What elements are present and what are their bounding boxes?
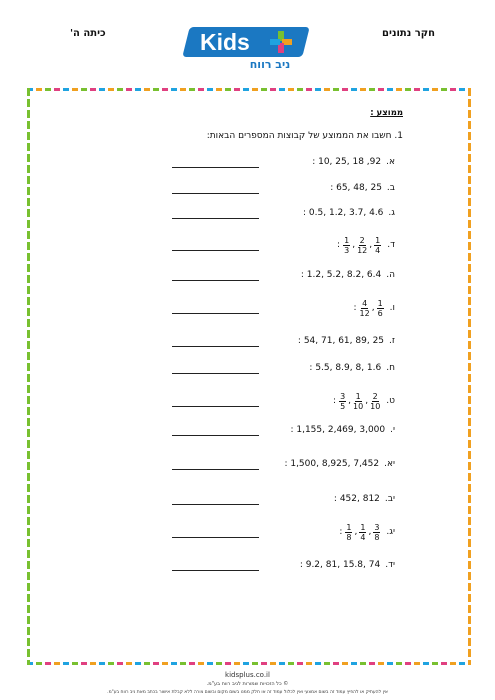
exercise-item — [309, 356, 395, 380]
answer-line[interactable] — [172, 570, 259, 571]
colon: : — [333, 396, 337, 406]
fraction — [373, 523, 380, 542]
exercise-item — [290, 418, 395, 442]
comma: , — [352, 240, 356, 250]
denominator: 6 — [377, 308, 383, 318]
denominator: 5 — [340, 401, 346, 411]
answer-line[interactable] — [172, 406, 259, 407]
exercise-label: יג. — [386, 527, 395, 537]
number-set: 1.6 ,8 ,8.9 ,5.5 : — [309, 363, 382, 373]
denominator: 8 — [374, 532, 380, 542]
numerator: 3 — [374, 522, 380, 532]
footer-notice: אין להעתיק או להפיץ עמוד זה בשום אמצעי ואין לכלול עמוד זה או חלק ממנו בשום מקום ובשום צורה ללא קבלת אישור בכתב מאת ניב רווח בע"מ. — [107, 690, 388, 695]
exercise-label: י. — [390, 425, 395, 435]
fraction — [357, 236, 367, 255]
number-set: 92, 18 ,25 ,10 : — [312, 157, 382, 167]
fraction — [370, 392, 380, 411]
comma: , — [369, 240, 373, 250]
fraction — [345, 523, 352, 542]
subject-label: חקר נתונים — [382, 28, 435, 39]
exercise-item — [301, 263, 395, 287]
number-set: 25 ,89 ,61 ,71 ,54 : — [297, 336, 385, 346]
exercise-item — [312, 150, 395, 174]
denominator: 10 — [370, 401, 381, 411]
fraction-set — [333, 392, 381, 411]
numerator: 1 — [375, 235, 381, 245]
answer-line[interactable] — [172, 346, 259, 347]
footer-copyright: © כל הזכויות שמורות לניב רווח בע"מ. — [206, 681, 289, 687]
exercise-item — [339, 520, 395, 544]
numerator: 1 — [355, 391, 361, 401]
answer-line[interactable] — [172, 313, 259, 314]
exercise-item — [300, 553, 395, 577]
exercise-item — [298, 329, 395, 353]
numerator: 2 — [359, 235, 365, 245]
colon: : — [353, 303, 357, 313]
numerator: 1 — [377, 298, 383, 308]
exercise-label: ה. — [386, 270, 395, 280]
fraction — [374, 236, 381, 255]
answer-line[interactable] — [172, 373, 259, 374]
number-set: 74 ,15.8 ,81 ,9.2 : — [299, 560, 381, 570]
answer-line[interactable] — [172, 537, 259, 538]
fraction-set — [339, 523, 381, 542]
comma: , — [348, 396, 352, 406]
comma: , — [371, 303, 375, 313]
dashed-frame — [27, 88, 471, 665]
denominator: 10 — [353, 401, 364, 411]
fraction — [359, 523, 366, 542]
exercise-label: ו. — [389, 303, 395, 313]
number-set: 812 ,452 : — [333, 494, 380, 504]
denominator: 4 — [360, 532, 366, 542]
number-set: 25 ,48 ,65 : — [330, 183, 382, 193]
frame-top — [27, 88, 471, 91]
numerator: 3 — [340, 391, 346, 401]
numerator: 1 — [344, 235, 350, 245]
number-set: 6.4 ,8.2 ,5.2 ,1.2 : — [300, 270, 382, 280]
fraction — [353, 392, 363, 411]
fraction-set — [353, 299, 384, 318]
numerator: 4 — [362, 298, 368, 308]
answer-line[interactable] — [172, 280, 259, 281]
answer-line[interactable] — [172, 193, 259, 194]
numerator: 1 — [360, 522, 366, 532]
frame-right — [468, 88, 471, 665]
frame-left — [27, 88, 30, 665]
fraction-set — [337, 236, 382, 255]
answer-line[interactable] — [172, 435, 259, 436]
exercise-item — [330, 176, 395, 200]
exercise-item — [333, 389, 395, 413]
comma: , — [365, 396, 369, 406]
colon: : — [339, 527, 343, 537]
numerator: 1 — [346, 522, 352, 532]
denominator: 8 — [346, 532, 352, 542]
denominator: 12 — [359, 308, 370, 318]
number-set: 4.6 ,3.7 ,1.2 ,0.5 : — [303, 208, 384, 218]
exercise-item — [353, 296, 395, 320]
exercise-label: יד. — [385, 560, 395, 570]
exercise-item — [334, 487, 395, 511]
logo-word: Kids — [200, 29, 250, 55]
exercise-label: א. — [386, 157, 395, 167]
denominator: 3 — [344, 245, 350, 255]
exercise-item — [284, 452, 395, 476]
exercise-item — [303, 201, 395, 225]
section-title: ממוצע : — [370, 108, 403, 118]
fraction — [377, 299, 384, 318]
exercise-label: ט. — [386, 396, 395, 406]
footer-site: kidsplus.co.il — [225, 671, 270, 679]
answer-line[interactable] — [172, 469, 259, 470]
exercise-label: ב. — [386, 183, 395, 193]
exercise-item — [337, 233, 395, 257]
grade-label: כיתה ה' — [70, 28, 106, 39]
exercise-label: ז. — [389, 336, 395, 346]
exercise-label: יב. — [384, 494, 395, 504]
exercise-label: יא. — [384, 459, 395, 469]
fraction — [343, 236, 350, 255]
logo-plus-icon — [270, 31, 292, 53]
exercise-label: ג. — [388, 208, 395, 218]
exercise-label: ד. — [387, 240, 395, 250]
answer-line[interactable] — [172, 250, 259, 251]
answer-line[interactable] — [172, 167, 259, 168]
denominator: 12 — [357, 245, 368, 255]
comma: , — [368, 527, 372, 537]
colon: : — [337, 240, 341, 250]
denominator: 4 — [375, 245, 381, 255]
answer-line[interactable] — [172, 218, 259, 219]
logo-subtitle: ניב רווח — [249, 58, 291, 71]
number-set: 3,000 ,2,469 ,1,155 : — [290, 425, 386, 435]
number-set: 7,452 ,8,925 ,1,500 : — [284, 459, 380, 469]
fraction — [339, 392, 346, 411]
numerator: 2 — [372, 391, 378, 401]
comma: , — [354, 527, 358, 537]
answer-line[interactable] — [172, 504, 259, 505]
fraction — [360, 299, 370, 318]
exercise-label: ח. — [386, 363, 395, 373]
frame-bottom — [27, 662, 471, 665]
question-text: 1. חשבו את הממוצע של קבוצות המספרים הבאות: — [206, 131, 403, 141]
